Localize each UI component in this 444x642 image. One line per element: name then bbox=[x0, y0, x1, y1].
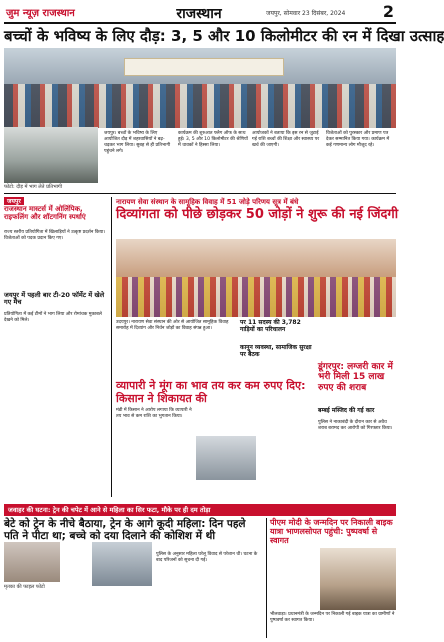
page-number: 2 bbox=[382, 2, 394, 21]
mid-story-body: उदयपुर। नारायण सेवा संस्थान की ओर से आयोजित सामूहिक विवाह समारोह में दिव्यांग और निर्धन जोड़ों का विवाह संपन्न हुआ। bbox=[116, 320, 229, 331]
wedding-photo-crowd bbox=[116, 277, 396, 317]
mid-story-kicker: नारायण सेवा संस्थान के सामूहिक विवाह में 51 जोड़े परिणय सूत्र में बंधे bbox=[116, 198, 299, 206]
mid-story-headline: दिव्यांगता को पीछे छोड़कर 50 जोड़ों ने शुरू की नई जिंदगी bbox=[116, 207, 399, 222]
mid-side-subhead-2: कानून व्यवस्था, सामाजिक सुरक्षा पर बैठक bbox=[240, 344, 312, 358]
bottom-photo-caption: मृतका की फाइल फोटो bbox=[4, 584, 45, 590]
photo-caption: फोटो: दौड़ में भाग लेते प्रतिभागी bbox=[4, 184, 62, 190]
lead-column-3: आयोजकों ने बताया कि इस रन से जुटाई गई राशि बच्चों की शिक्षा और स्वास्थ्य पर खर्च की जाएगी। bbox=[252, 131, 320, 148]
mid-side-subhead: पर 11 सदस्य की 3,782 गाड़ियों का परिचालन bbox=[240, 319, 301, 333]
left-story-body: राज्य स्तरीय प्रतियोगिता में खिलाड़ियों ने उत्कृष्ट प्रदर्शन किया। विजेताओं को पदक प्रदान किए गए। bbox=[4, 230, 106, 241]
modi-story-headline: पीएम मोदी के जन्मदिन पर निकाली बाइक यात्रा भाणलसोपत पहुंची: पुष्पवर्षा से स्वागत bbox=[270, 518, 393, 546]
column-divider-2 bbox=[266, 518, 267, 638]
train-photo bbox=[92, 542, 152, 586]
section-title: राजस्थान bbox=[176, 6, 222, 22]
bottom-story-kicker: जवाहर की घटना: ट्रेन की चपेट में आने से महिला का सिर फटा, मौके पर ही दम तोड़ा bbox=[8, 506, 211, 514]
divider bbox=[4, 193, 396, 194]
dungarpur-subhead: बम्बई मस्जिद की गई कार bbox=[318, 407, 375, 414]
lead-headline: बच्चों के भविष्य के लिए दौड़: 3, 5 और 10 किलोमीटर की रन में दिखा उत्साह bbox=[4, 27, 444, 45]
left-story-subhead: जयपुर में पहली बार टी-20 फॉर्मेट में खेले गए मैच bbox=[4, 291, 105, 307]
lead-photo-banner bbox=[124, 58, 284, 76]
issue-date: जयपुर, सोमवार 23 दिसंबर, 2024 bbox=[266, 10, 346, 17]
bike-rally-photo bbox=[320, 548, 396, 610]
lead-photo-crowd bbox=[4, 84, 396, 128]
wedding-photo bbox=[116, 239, 396, 317]
dungarpur-body: पुलिस ने नाकाबंदी के दौरान कार से अवैध शराब बरामद कर आरोपी को गिरफ्तार किया। bbox=[318, 420, 393, 431]
lead-column-1: जयपुर। बच्चों के भविष्य के लिए आयोजित दौड़ में शहरवासियों ने बढ़-चढ़कर भाग लिया। सुबह से ही प्रतिभागी पहुंचने लगे। bbox=[104, 131, 171, 154]
trade-story-headline: व्यापारी ने मूंग का भाव तय कर कम रुपए दिए: किसान ने शिकायत की bbox=[116, 379, 306, 405]
run-photo bbox=[4, 127, 98, 183]
dungarpur-headline: डूंगरपुर: लग्जरी कार में भरी मिली 15 लाख रुपए की शराब bbox=[318, 362, 393, 393]
left-story-body-2: प्रतियोगिता में कई टीमों ने भाग लिया और रोमांचक मुकाबले देखने को मिले। bbox=[4, 312, 102, 323]
lead-column-4: विजेताओं को पुरस्कार और प्रमाण पत्र देकर सम्मानित किया गया। कार्यक्रम में कई गणमान्य लोग मौजूद रहे। bbox=[326, 131, 390, 148]
woman-photo bbox=[4, 542, 60, 582]
location-badge: जयपुर bbox=[4, 197, 24, 205]
masthead-brand: जुम न्यूज़ राजस्थान bbox=[6, 8, 75, 19]
column-divider bbox=[111, 197, 112, 497]
trade-photo bbox=[196, 436, 256, 480]
lead-column-2: कार्यक्रम की शुरुआत फ्लैग ऑफ के साथ हुई। 3, 5 और 10 किलोमीटर की श्रेणियों में धावकों ने हिस्सा लिया। bbox=[178, 131, 248, 148]
left-story-kicker: राजस्थान मास्टर्स में ओलिंपिक, राइफलिंग और शॉटगनिंग स्पर्धाएं bbox=[4, 205, 86, 222]
bottom-story-headline: बेटे को ट्रेन के नीचे बैठाया, ट्रेन के आगे कूदी महिला: दिन पहले पति ने पीटा था; बच्चे को दया दिलाने की कोशिश में थी bbox=[4, 518, 246, 543]
modi-story-body: भीलवाड़ा। प्रधानमंत्री के जन्मदिन पर निकाली गई बाइक यात्रा का ग्रामीणों ने पुष्पवर्षा कर स्वागत किया। bbox=[270, 612, 395, 623]
trade-story-body: मंडी में किसान ने आरोप लगाया कि व्यापारी ने तय भाव से कम राशि का भुगतान किया। bbox=[116, 408, 192, 419]
bottom-story-body: पुलिस के अनुसार महिला घरेलू विवाद से परेशान थी। घटना के बाद परिजनों को सूचना दी गई। bbox=[156, 552, 258, 563]
lead-photo bbox=[4, 48, 396, 128]
masthead bbox=[4, 2, 396, 24]
